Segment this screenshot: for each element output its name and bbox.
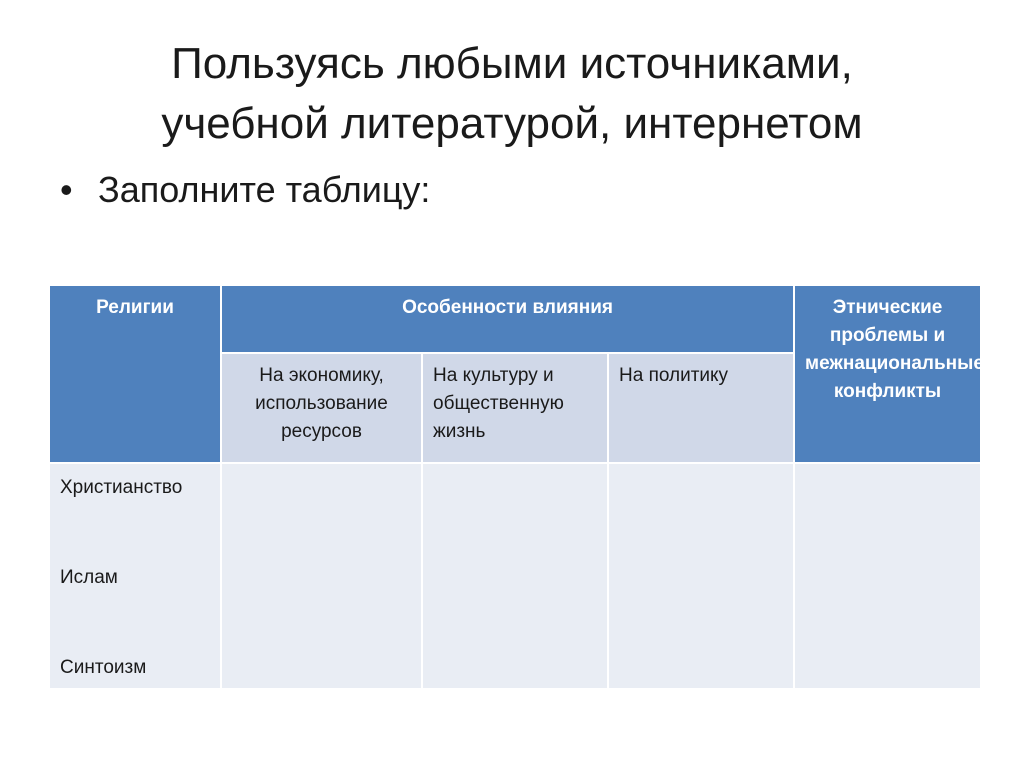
bullet-item	[60, 166, 430, 214]
header-religions: Религии	[50, 286, 222, 464]
subheader-economy: На экономику, использование ресурсов	[222, 354, 423, 464]
cell-culture	[423, 464, 609, 690]
title-line-1: Пользуясь любыми источниками,	[171, 39, 853, 88]
header-ethnic-problems: Этнические проблемы и межнациональные конфликты	[795, 286, 982, 464]
cell-economy	[222, 464, 423, 690]
bullet-text: Заполните таблицу:	[98, 169, 431, 210]
cell-ethnic-problems	[795, 464, 982, 690]
title-line-2: учебной литературой, интернетом	[161, 99, 863, 148]
subheader-politics: На политику	[609, 354, 795, 464]
cell-politics	[609, 464, 795, 690]
bullet-marker: •	[60, 169, 73, 210]
religion-shinto: Синтоизм	[60, 657, 147, 678]
header-influence: Особенности влияния	[222, 286, 795, 354]
religion-christianity: Христианство	[60, 477, 183, 498]
religions-table	[50, 286, 982, 690]
slide-title	[40, 34, 984, 154]
religions-cell	[50, 464, 222, 690]
religion-islam: Ислам	[60, 567, 118, 588]
subheader-culture: На культуру и общественную жизнь	[423, 354, 609, 464]
